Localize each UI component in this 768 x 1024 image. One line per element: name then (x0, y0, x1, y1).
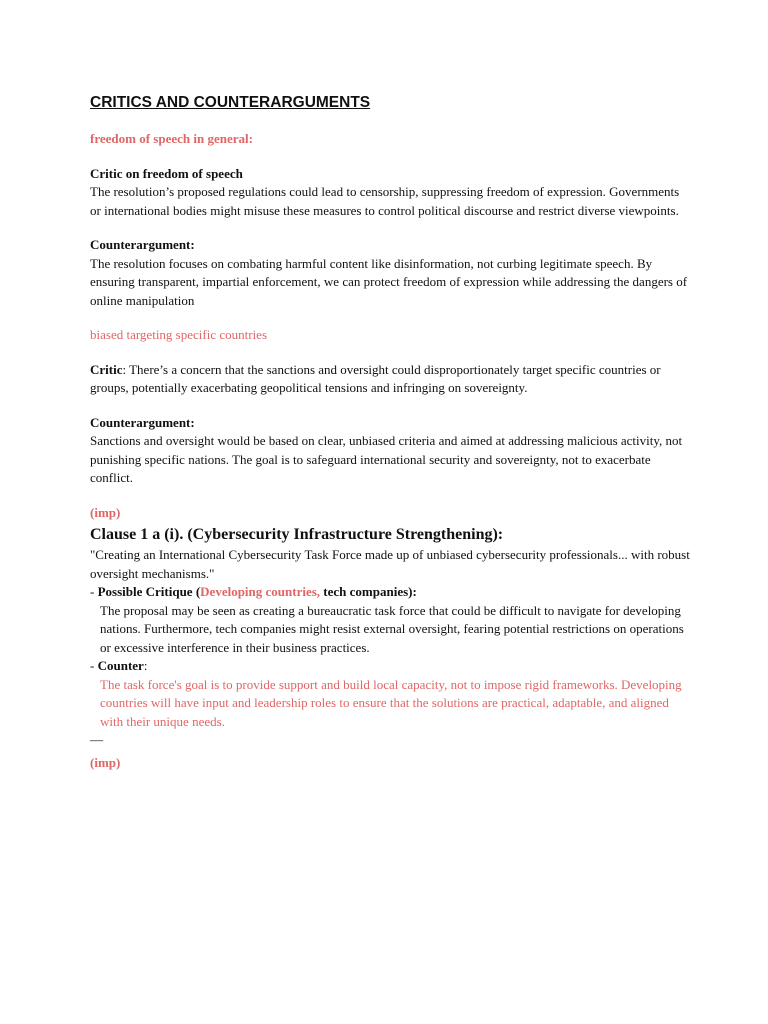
section-heading-biased-targeting: biased targeting specific countries (90, 327, 268, 342)
critic-label: Critic on freedom of speech (90, 165, 243, 181)
page-title: CRITICS AND COUNTERARGUMENTS (90, 94, 371, 111)
counter-text: The resolution focuses on combating harmful content like disinformation, not curbing legitimate speech. By ensuring transparent, impartial enforcement, we can protect freedom of expression while addressing the dangers of online manipulation (90, 255, 688, 308)
counter-heading (90, 657, 690, 676)
critique-heading (90, 583, 690, 602)
counter-block-1 (90, 236, 690, 310)
document-page (90, 92, 690, 774)
divider-dash: — (90, 732, 103, 747)
critic-block-1 (90, 165, 690, 221)
counter-block-2 (90, 414, 690, 488)
critique-prefix: - (90, 584, 98, 599)
counter-label: Counterargument: (90, 414, 195, 430)
imp-label: (imp) (90, 504, 121, 520)
critic-text: The resolution’s proposed regulations could lead to censorship, suppressing freedom of expression. Governments or international bodies might misuse these measures to control political discourse and restrict diverse viewpoints. (90, 184, 680, 218)
critic-paragraph (90, 361, 690, 398)
critic-block-2 (90, 361, 690, 398)
critic-label: Critic (90, 361, 123, 377)
critique-suffix: tech companies): (323, 584, 417, 599)
critique-highlight: Developing countries, (200, 584, 324, 599)
counter-text: Sanctions and oversight would be based on clear, unbiased criteria and aimed at addressing malicious activity, not punishing specific nations. The goal is to safeguard international security and sovereignty, not to exacerbate conflict. (90, 433, 683, 485)
counter-prefix: - (90, 658, 98, 673)
critique-label: Possible Critique ( (97, 584, 201, 599)
section-heading-freedom-of-speech: freedom of speech in general: (90, 131, 253, 146)
counter-label: Counterargument: (90, 237, 195, 252)
clause-quote: "Creating an International Cybersecurity Task Force made up of unbiased cybersecurity professionals... with robust oversight mechanisms." (90, 547, 690, 581)
imp-label-2: (imp) (90, 754, 121, 770)
counter-colon: : (143, 658, 148, 673)
counter-label: Counter (97, 658, 144, 673)
critique-text: The proposal may be seen as creating a bureaucratic task force that could be difficult to navigate for developing nations. Furthermore, tech companies might resist external oversight, fearing potential restrictions on operations or excessive interference in their business practices. (100, 602, 684, 655)
counter-text: The task force's goal is to provide support and build local capacity, not to impose rigid frameworks. Developing countries will have input and leadership roles to ensure that the solutions are practical, adaptable, and aligned with their unique needs. (100, 676, 682, 729)
clause-title: Clause 1 a (i). (Cybersecurity Infrastructure Strengthening): (90, 526, 504, 543)
critic-text: : There’s a concern that the sanctions and oversight could disproportionately target specific countries or groups, potentially exacerbating geopolitical tensions and infringing on sovereignty. (90, 361, 661, 395)
